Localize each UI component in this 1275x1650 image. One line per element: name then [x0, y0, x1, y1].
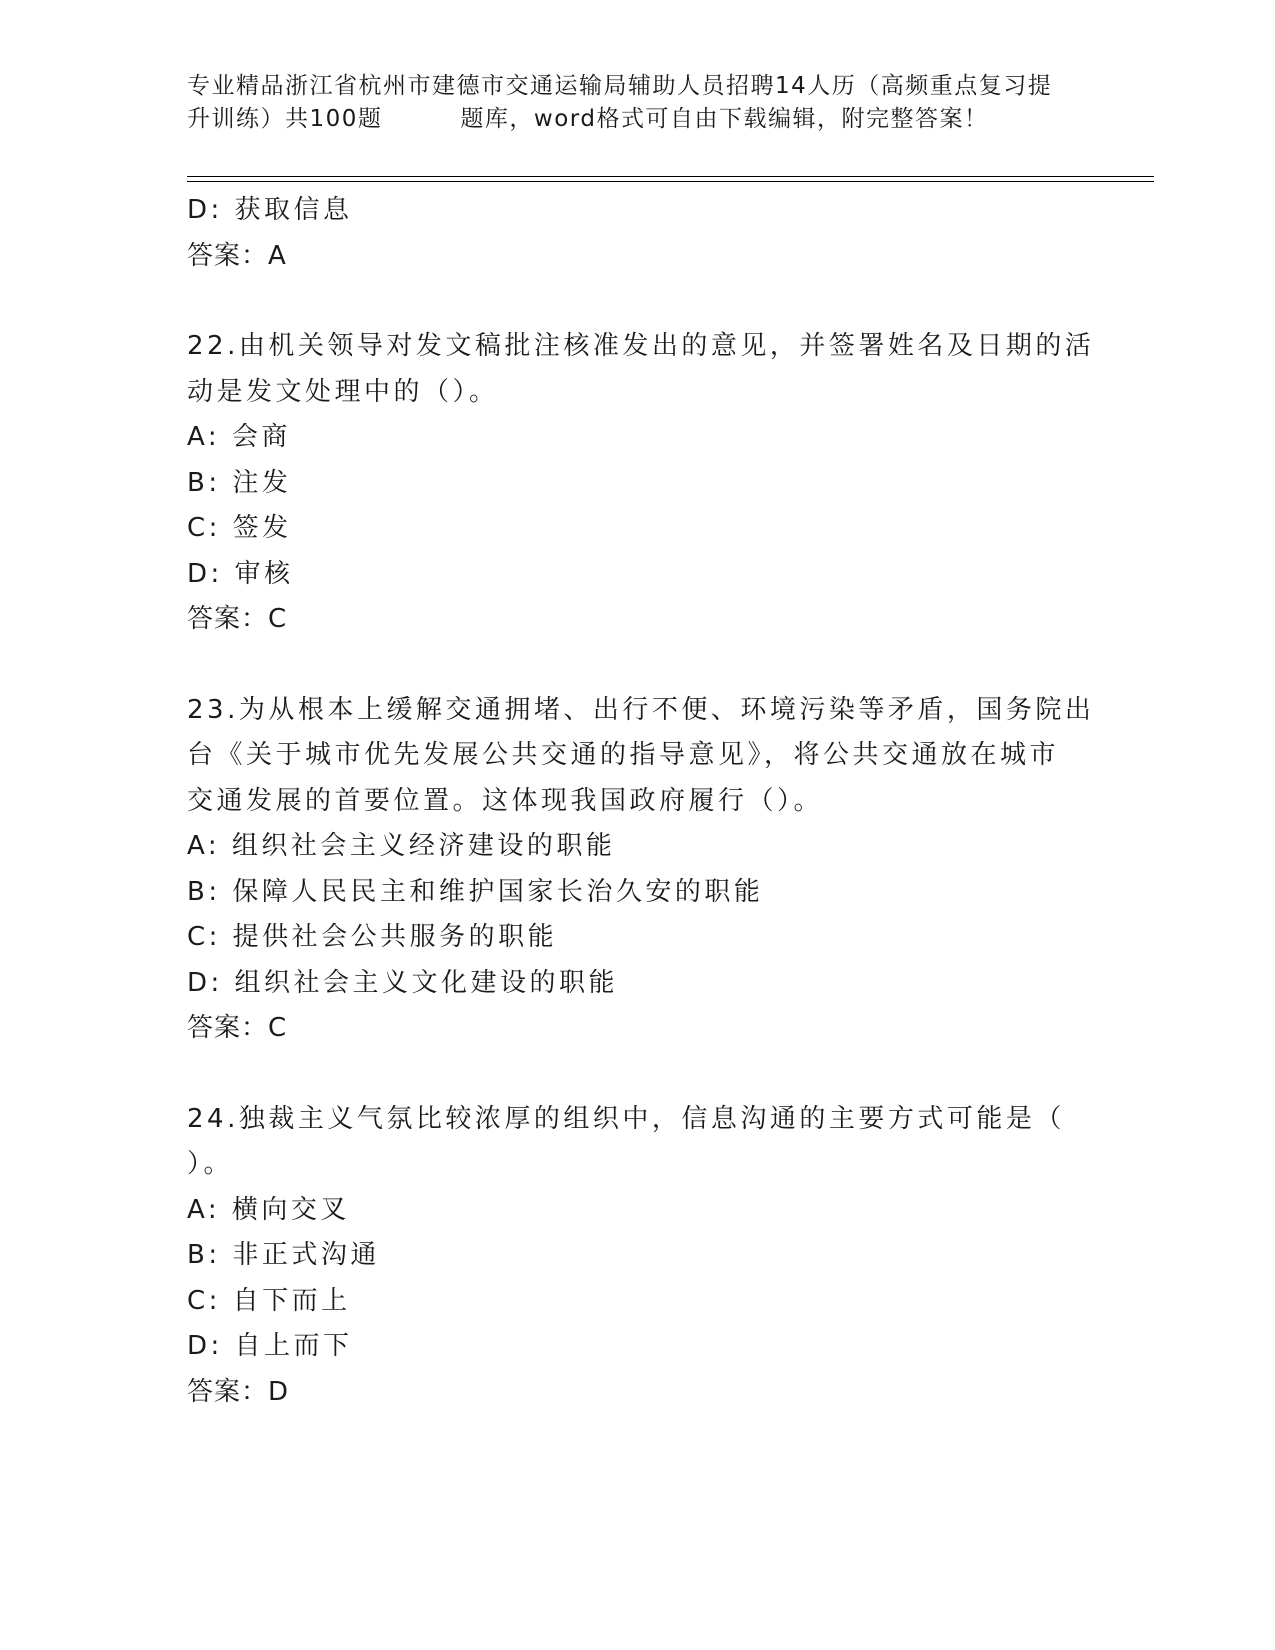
answer: 答案：A — [187, 240, 287, 271]
page-header — [187, 70, 1087, 136]
answer: 答案：C — [187, 1013, 288, 1043]
header-line-2-part-1: 升训练）共100题 — [187, 106, 383, 132]
option-b: B: 保障人民民主和维护国家长治久安的职能 — [187, 876, 764, 907]
option-c: C: 签发 — [187, 513, 292, 543]
question-stem-line: 24.独裁主义气氛比较浓厚的组织中，信息沟通的主要方式可能是（ — [187, 1103, 1065, 1134]
option-a: A: 组织社会主义经济建设的职能 — [187, 831, 616, 861]
header-line-1: 专业精品浙江省杭州市建德市交通运输局辅助人员招聘14人历（高频重点复习提 — [187, 73, 1053, 99]
option-d: D: 组织社会主义文化建设的职能 — [187, 967, 619, 998]
header-line-2 — [187, 103, 1087, 136]
question-stem-line: ）。 — [187, 1149, 234, 1179]
question-stem-line: 动是发文处理中的（）。 — [187, 376, 499, 407]
option-d: D: 审核 — [187, 558, 294, 589]
option-c: C: 自下而上 — [187, 1285, 351, 1316]
question-stem-line: 23.为从根本上缓解交通拥堵、出行不便、环境污染等矛盾，国务院出 — [187, 694, 1095, 725]
option-c: C: 提供社会公共服务的职能 — [187, 922, 558, 952]
question-stem-line: 台《关于城市优先发展公共交通的指导意见》，将公共交通放在城市 — [187, 740, 1060, 770]
option-b: B: 注发 — [187, 467, 292, 498]
option-d: D: 获取信息 — [187, 195, 353, 225]
option-a: A: 会商 — [187, 422, 291, 452]
question-22 — [187, 324, 1095, 643]
option-d: D: 自上而下 — [187, 1331, 353, 1361]
question-23 — [187, 688, 1095, 1052]
header-divider-bottom — [187, 181, 1154, 182]
answer: 答案：D — [187, 1376, 290, 1407]
question-stem-line: 交通发展的首要位置。这体现我国政府履行（）。 — [187, 785, 824, 816]
question-stem-line: 22.由机关领导对发文稿批注核准发出的意见，并签署姓名及日期的活 — [187, 331, 1095, 361]
option-a: A: 横向交叉 — [187, 1194, 350, 1225]
question-24 — [187, 1097, 1087, 1416]
option-b: B: 非正式沟通 — [187, 1240, 380, 1270]
answer: 答案：C — [187, 604, 288, 634]
header-divider-top — [187, 176, 1154, 177]
question-list — [187, 188, 1095, 1415]
question-21-tail — [187, 188, 1087, 279]
header-line-2-part-2: 题库，word格式可自由下载编辑，附完整答案！ — [460, 106, 989, 132]
